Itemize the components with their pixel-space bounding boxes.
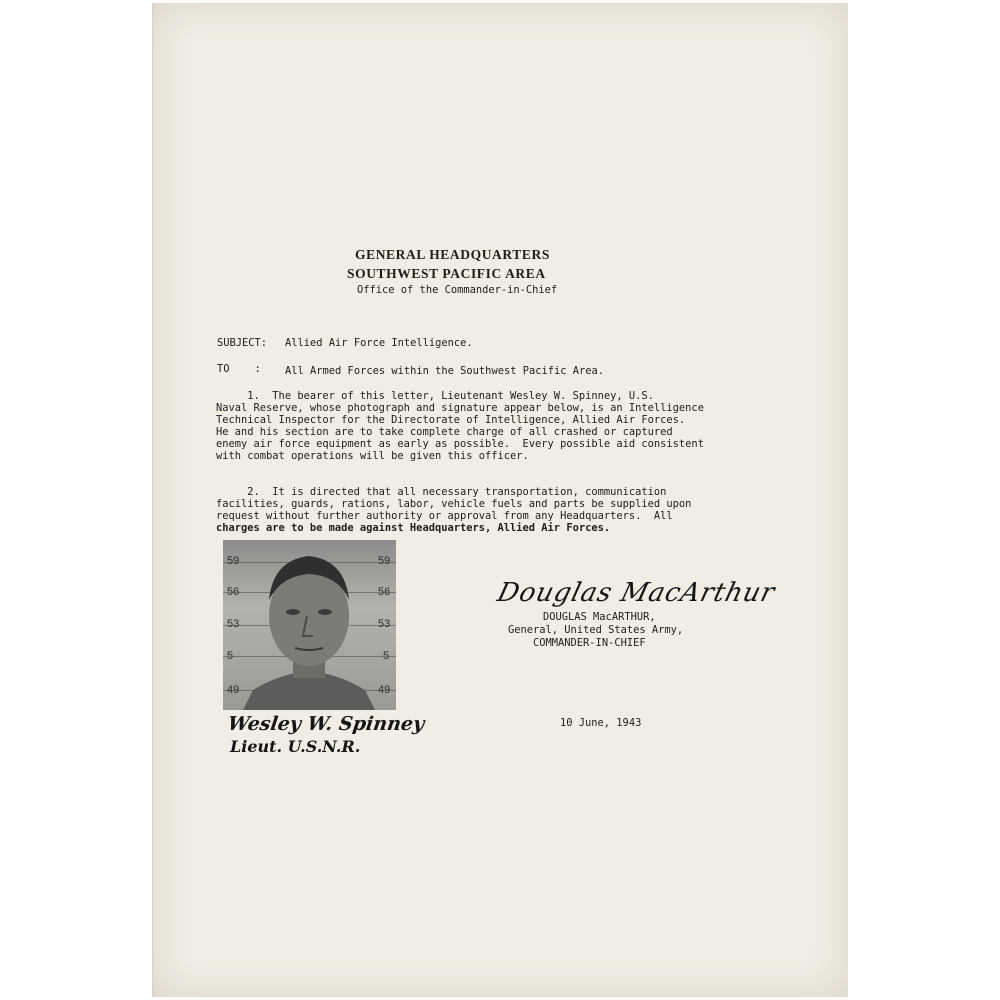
paragraph-2-line: 2. It is directed that all necessary transportation, communication [216, 486, 667, 498]
height-scale-label: 5 [227, 650, 234, 662]
paragraph-1-line: Naval Reserve, whose photograph and signature appear below, is an Intelligence [216, 402, 704, 414]
height-scale-label: 5 [383, 650, 390, 662]
signatory-rank: General, United States Army, [508, 624, 684, 636]
height-scale-label: 59 [227, 555, 240, 567]
paragraph-2-line: facilities, guards, rations, labor, vehicle fuels and parts be supplied upon [216, 498, 692, 510]
letter-date: 10 June, 1943 [560, 717, 642, 729]
height-scale-label: 56 [227, 586, 240, 598]
to-text: All Armed Forces within the Southwest Pacific Area. [285, 365, 605, 377]
paragraph-1-line: 1. The bearer of this letter, Lieutenant Wesley W. Spinney, U.S. [216, 390, 654, 402]
paragraph-1-line: enemy air force equipment as early as possible. Every possible aid consistent [216, 438, 704, 450]
height-scale-label: 53 [227, 618, 240, 630]
letterhead-line2: SOUTHWEST PACIFIC AREA [347, 266, 546, 281]
bearer-rank-signature: Lieut. U.S.N.R. [230, 737, 361, 756]
height-scale-label: 49 [378, 684, 391, 696]
height-scale-label: 56 [378, 586, 391, 598]
commander-signature: Douglas MacArthur [494, 578, 779, 608]
height-scale-label: 59 [378, 555, 391, 567]
letterhead-line1: GENERAL HEADQUARTERS [355, 247, 550, 262]
to-label: TO : [217, 363, 261, 375]
bearer-signature: Wesley W. Spinney [226, 713, 426, 735]
officer-portrait [223, 540, 396, 710]
bearer-id-photo [223, 540, 396, 710]
height-scale-label: 53 [378, 618, 391, 630]
paragraph-2-line: charges are to be made against Headquarters, Allied Air Forces. [216, 522, 611, 534]
signatory-name: DOUGLAS MacARTHUR, [543, 611, 656, 623]
paragraph-1-line: with combat operations will be given this officer. [216, 450, 529, 462]
subject-text: Allied Air Force Intelligence. [285, 337, 473, 349]
subject-label: SUBJECT: [217, 337, 268, 349]
height-scale-label: 49 [227, 684, 240, 696]
paragraph-1-line: He and his section are to take complete charge of all crashed or captured [216, 426, 673, 438]
letterhead-line3: Office of the Commander-in-Chief [357, 284, 558, 296]
paragraph-1-line: Technical Inspector for the Directorate of Intelligence, Allied Air Forces. [216, 414, 686, 426]
paragraph-2-line: request without further authority or approval from any Headquarters. All [216, 510, 673, 522]
signatory-title: COMMANDER-IN-CHIEF [533, 637, 646, 649]
